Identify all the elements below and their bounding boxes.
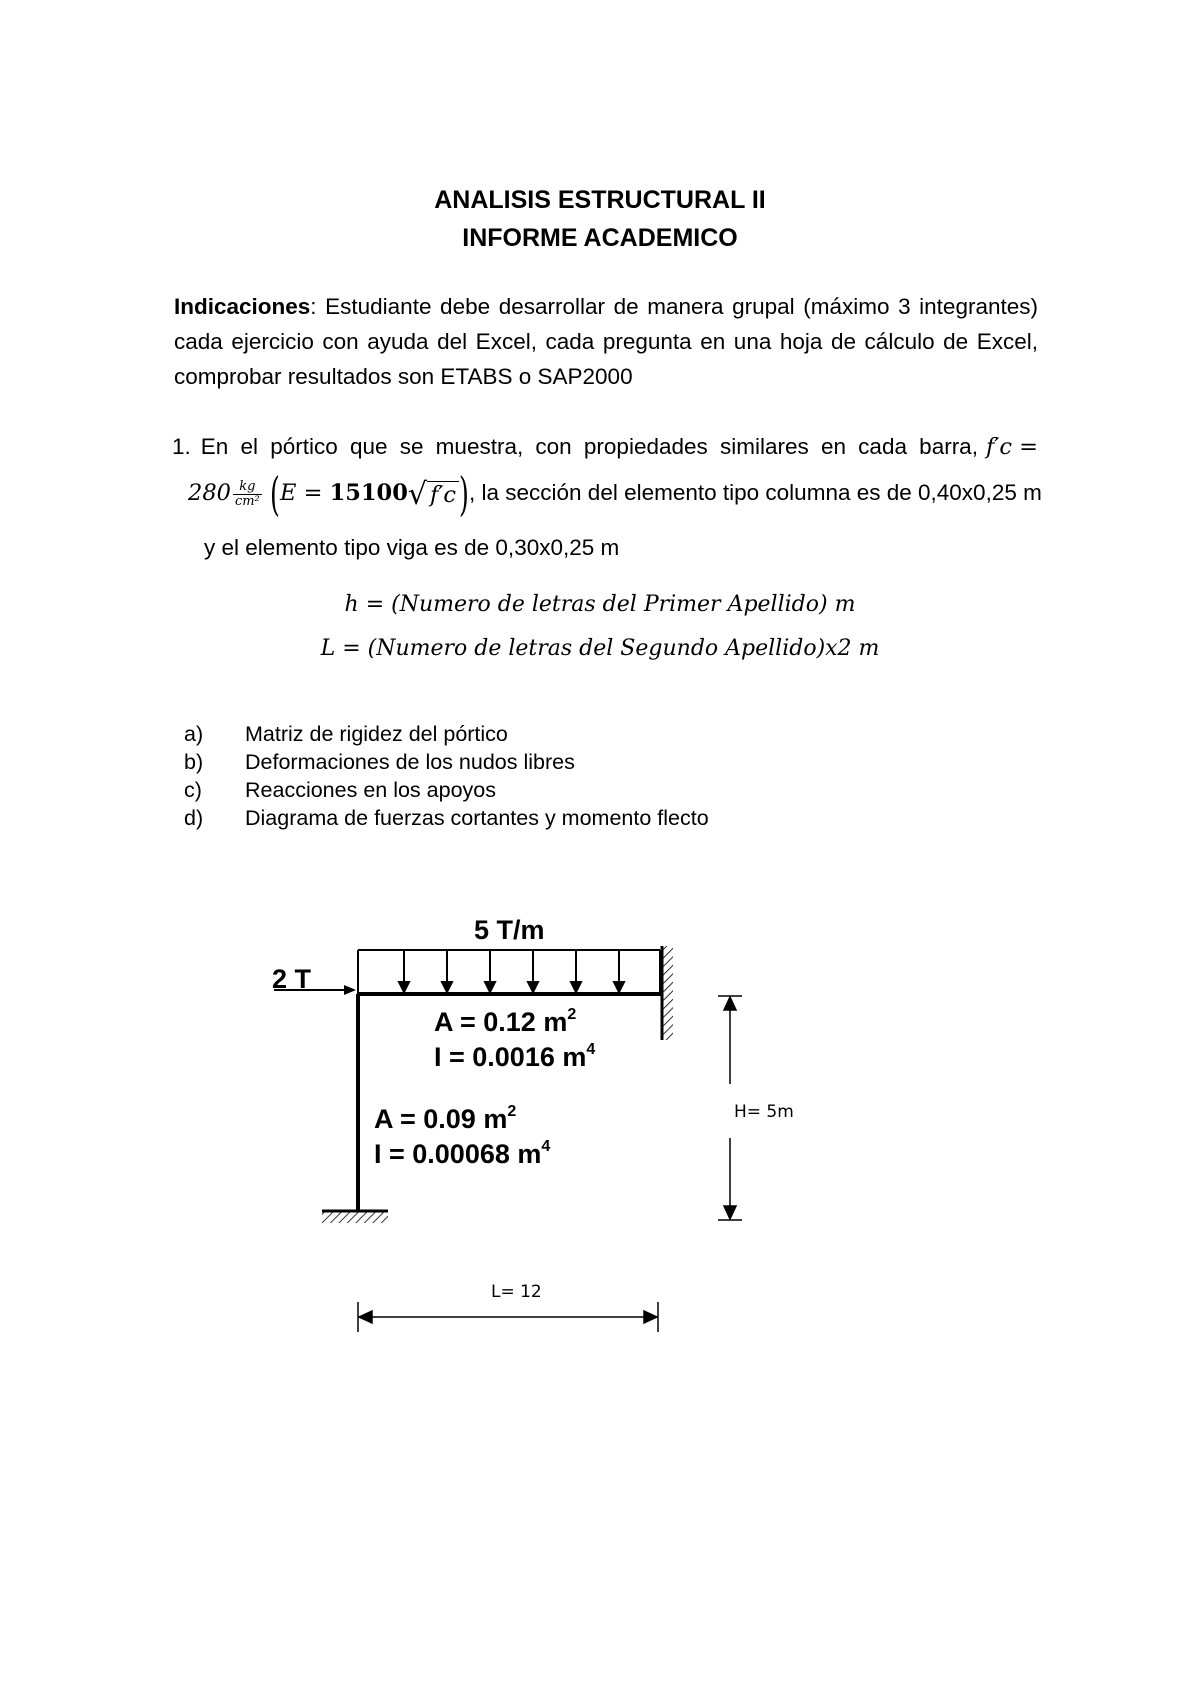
fc-value: 280 bbox=[188, 479, 231, 506]
question-text: Matriz de rigidez del pórtico bbox=[245, 722, 508, 746]
wall-support bbox=[662, 946, 673, 1040]
fc-unit-numerator: kg bbox=[233, 480, 262, 495]
e-formula-prefix: E = bbox=[280, 479, 330, 506]
length-label: L= 12 bbox=[491, 1282, 542, 1302]
column-inertia-value: I = 0.00068 m bbox=[374, 1139, 542, 1169]
question-text: Deformaciones de los nudos libres bbox=[245, 750, 575, 774]
problem-number: 1. bbox=[172, 434, 191, 459]
section-column-text: , la sección del elemento tipo columna es de 0,40x0,25 m bbox=[469, 479, 1042, 505]
question-label: c) bbox=[184, 778, 202, 802]
sqrt-argument: f′c bbox=[427, 481, 459, 508]
beam-area-label bbox=[434, 1006, 576, 1037]
h-lhs: h = bbox=[344, 592, 392, 617]
radical-sign: √ bbox=[407, 476, 427, 512]
ground-support bbox=[322, 1211, 388, 1223]
fc-symbol: f′c = bbox=[985, 434, 1038, 460]
beam-inertia-value: I = 0.0016 m bbox=[434, 1042, 587, 1072]
left-paren: ( bbox=[270, 467, 280, 521]
l-rhs: (Numero de letras del Segundo Apellido)x2 m bbox=[367, 636, 880, 661]
beam-inertia-label bbox=[434, 1041, 595, 1072]
indications-label: Indicaciones bbox=[174, 294, 311, 319]
title-line-1: ANALISIS ESTRUCTURAL II bbox=[434, 186, 766, 214]
right-paren: ) bbox=[459, 467, 469, 521]
question-label: d) bbox=[184, 806, 204, 830]
load-arrows bbox=[399, 950, 624, 992]
beam-inertia-exponent: 4 bbox=[586, 1041, 596, 1058]
problem-line-3: y el elemento tipo viga es de 0,30x0,25 m bbox=[204, 535, 620, 560]
fc-unit-denominator: cm² bbox=[234, 493, 260, 509]
column-inertia-label bbox=[374, 1138, 550, 1169]
title-line-2: INFORME ACADEMICO bbox=[462, 224, 738, 252]
e-coefficient: 15100 bbox=[329, 479, 408, 506]
column-area-label bbox=[374, 1103, 516, 1134]
beam-area-value: A = 0.12 m bbox=[434, 1007, 568, 1037]
distributed-load bbox=[358, 950, 660, 993]
problem-intro: En el pórtico que se muestra, con propiedades similares en cada barra, bbox=[200, 434, 978, 459]
question-label: b) bbox=[184, 750, 204, 774]
l-lhs: L = bbox=[320, 636, 368, 661]
distributed-load-label: 5 T/m bbox=[474, 915, 545, 945]
point-load-label: 2 T bbox=[272, 964, 312, 994]
height-label: H= 5m bbox=[734, 1102, 794, 1122]
question-label: a) bbox=[184, 722, 204, 746]
column-area-value: A = 0.09 m bbox=[374, 1104, 508, 1134]
indications-text: : Estudiante debe desarrollar de manera grupal (máximo 3 integrantes) cada ejercicio con ayuda del Excel, cada pregunta en una hoja de cálculo de Excel, comprobar resultados son ETABS o SAP2000 bbox=[174, 294, 1038, 389]
column-area-exponent: 2 bbox=[507, 1103, 517, 1120]
column-inertia-exponent: 4 bbox=[541, 1138, 551, 1155]
question-text: Reacciones en los apoyos bbox=[245, 778, 496, 802]
beam-area-exponent: 2 bbox=[567, 1006, 577, 1023]
h-rhs: (Numero de letras del Primer Apellido) m bbox=[391, 592, 856, 617]
question-text: Diagrama de fuerzas cortantes y momento flecto bbox=[245, 806, 709, 830]
length-dimension bbox=[358, 1302, 658, 1332]
